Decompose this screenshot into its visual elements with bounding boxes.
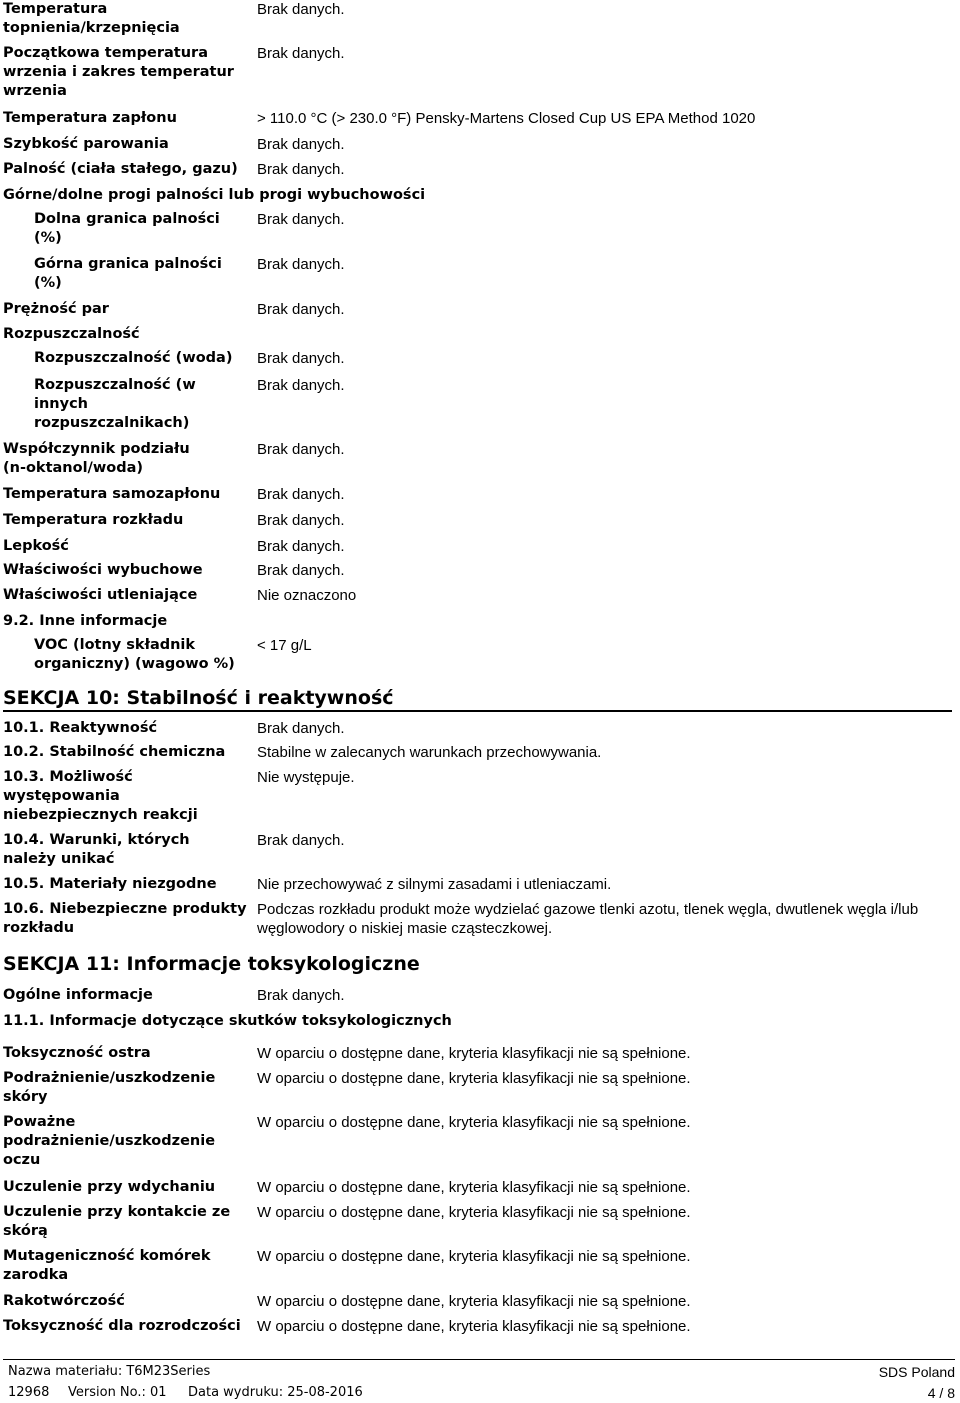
- lower-limit-label: Dolna granica palności (%): [34, 211, 220, 246]
- incompatible-materials-value: Nie przechowywać z silnymi zasadami i utleniaczami.: [257, 876, 612, 893]
- carcinogenicity-label: Rakotwórczość: [3, 1293, 125, 1309]
- decomposition-products-value: Podczas rozkładu produkt może wydzielać gazowe tlenki azotu, tlenek węgla, dwutlenek węgla i/lub węglowodory o niskiej masie cząsteczkowej.: [257, 901, 919, 937]
- oxidizing-properties-label: Właściwości utleniające: [3, 587, 198, 603]
- material-name: Nazwa materiału: T6M23Series: [8, 1364, 211, 1379]
- eye-damage-label: Poważne podrażnienie/uszkodzenie oczu: [3, 1114, 216, 1168]
- flash-point-label: Temperatura zapłonu: [3, 110, 177, 126]
- evaporation-rate-value: Brak danych.: [257, 136, 345, 153]
- explosive-properties-value: Brak danych.: [257, 562, 345, 579]
- hazardous-reactions-label: 10.3. Możliwość występowania niebezpiecznych reakcji: [3, 769, 198, 823]
- incompatible-materials-label: 10.5. Materiały niezgodne: [3, 876, 217, 892]
- section-11-title: SEKCJA 11: Informacje toksykologiczne: [3, 953, 420, 975]
- autoignition-label: Temperatura samozapłonu: [3, 486, 221, 502]
- respiratory-sensitisation-label: Uczulenie przy wdychaniu: [3, 1179, 216, 1195]
- reproductive-toxicity-label: Toksyczność dla rozrodczości: [3, 1318, 241, 1334]
- viscosity-value: Brak danych.: [257, 538, 345, 555]
- skin-sensitisation-label: Uczulenie przy kontakcie ze skórą: [3, 1204, 231, 1239]
- general-info-value: Brak danych.: [257, 987, 345, 1004]
- flammability-label: Palność (ciała stałego, gazu): [3, 161, 238, 177]
- mutagenicity-label: Mutageniczność komórek zarodka: [3, 1248, 211, 1283]
- upper-limit-value: Brak danych.: [257, 256, 345, 273]
- acute-toxicity-value: W oparciu o dostępne dane, kryteria klasyfikacji nie są spełnione.: [257, 1045, 691, 1062]
- boiling-point-label: Początkowa temperatura wrzenia i zakres temperatur wrzenia: [3, 45, 234, 99]
- reactivity-label: 10.1. Reaktywność: [3, 720, 158, 736]
- conditions-avoid-value: Brak danych.: [257, 832, 345, 849]
- melting-point-label: Temperatura topnienia/krzepnięcia: [3, 1, 180, 36]
- explosive-limits-heading: Górne/dolne progi palności lub progi wybuchowości: [3, 187, 426, 203]
- voc-label: VOC (lotny składnik organiczny) (wagowo %): [34, 637, 235, 672]
- explosive-properties-label: Właściwości wybuchowe: [3, 562, 203, 578]
- evaporation-rate-label: Szybkość parowania: [3, 136, 169, 152]
- voc-value: < 17 g/L: [257, 637, 312, 654]
- acute-toxicity-label: Toksyczność ostra: [3, 1045, 151, 1061]
- vapor-pressure-value: Brak danych.: [257, 301, 345, 318]
- document-number: 12968: [8, 1385, 50, 1400]
- decomposition-temp-label: Temperatura rozkładu: [3, 512, 184, 528]
- decomposition-products-label: 10.6. Niebezpieczne produkty rozkładu: [3, 901, 247, 936]
- solubility-water-label: Rozpuszczalność (woda): [34, 350, 233, 366]
- toxicological-effects-heading: 11.1. Informacje dotyczące skutków toksykologicznych: [3, 1013, 452, 1029]
- mutagenicity-value: W oparciu o dostępne dane, kryteria klasyfikacji nie są spełnione.: [257, 1248, 691, 1265]
- lower-limit-value: Brak danych.: [257, 211, 345, 228]
- flammability-value: Brak danych.: [257, 161, 345, 178]
- vapor-pressure-label: Prężność par: [3, 301, 109, 317]
- skin-irritation-value: W oparciu o dostępne dane, kryteria klasyfikacji nie są spełnione.: [257, 1070, 691, 1087]
- solubility-other-value: Brak danych.: [257, 377, 345, 394]
- footer-rule: [3, 1359, 955, 1360]
- reactivity-value: Brak danych.: [257, 720, 345, 737]
- respiratory-sensitisation-value: W oparciu o dostępne dane, kryteria klasyfikacji nie są spełnione.: [257, 1179, 691, 1196]
- decomposition-temp-value: Brak danych.: [257, 512, 345, 529]
- boiling-point-value: Brak danych.: [257, 45, 345, 62]
- autoignition-value: Brak danych.: [257, 486, 345, 503]
- upper-limit-label: Górna granica palności (%): [34, 256, 222, 291]
- reproductive-toxicity-value: W oparciu o dostępne dane, kryteria klasyfikacji nie są spełnione.: [257, 1318, 691, 1335]
- melting-point-value: Brak danych.: [257, 1, 345, 18]
- other-info-heading: 9.2. Inne informacje: [3, 613, 168, 629]
- hazardous-reactions-value: Nie występuje.: [257, 769, 355, 786]
- solubility-water-value: Brak danych.: [257, 350, 345, 367]
- skin-irritation-label: Podrażnienie/uszkodzenie skóry: [3, 1070, 216, 1105]
- chemical-stability-label: 10.2. Stabilność chemiczna: [3, 744, 226, 760]
- partition-coefficient-label: Współczynnik podziału (n-oktanol/woda): [3, 441, 190, 476]
- partition-coefficient-value: Brak danych.: [257, 441, 345, 458]
- carcinogenicity-value: W oparciu o dostępne dane, kryteria klasyfikacji nie są spełnione.: [257, 1293, 691, 1310]
- page-number: 4 / 8: [927, 1385, 955, 1401]
- general-info-label: Ogólne informacje: [3, 987, 153, 1003]
- section-10-title: SEKCJA 10: Stabilność i reaktywność: [3, 687, 394, 709]
- version-number: Version No.: 01: [68, 1385, 167, 1400]
- section-10-rule: [3, 710, 952, 712]
- print-date: Data wydruku: 25-08-2016: [188, 1385, 363, 1400]
- skin-sensitisation-value: W oparciu o dostępne dane, kryteria klasyfikacji nie są spełnione.: [257, 1204, 691, 1221]
- conditions-avoid-label: 10.4. Warunki, których należy unikać: [3, 832, 190, 867]
- document-type: SDS Poland: [878, 1364, 955, 1380]
- solubility-other-label: Rozpuszczalność (w innych rozpuszczalnikach): [34, 377, 196, 431]
- solubility-heading: Rozpuszczalność: [3, 326, 140, 342]
- oxidizing-properties-value: Nie oznaczono: [257, 587, 357, 604]
- eye-damage-value: W oparciu o dostępne dane, kryteria klasyfikacji nie są spełnione.: [257, 1114, 691, 1131]
- viscosity-label: Lepkość: [3, 538, 69, 554]
- flash-point-value: > 110.0 °C (> 230.0 °F) Pensky-Martens Closed Cup US EPA Method 1020: [257, 110, 756, 127]
- chemical-stability-value: Stabilne w zalecanych warunkach przechowywania.: [257, 744, 602, 761]
